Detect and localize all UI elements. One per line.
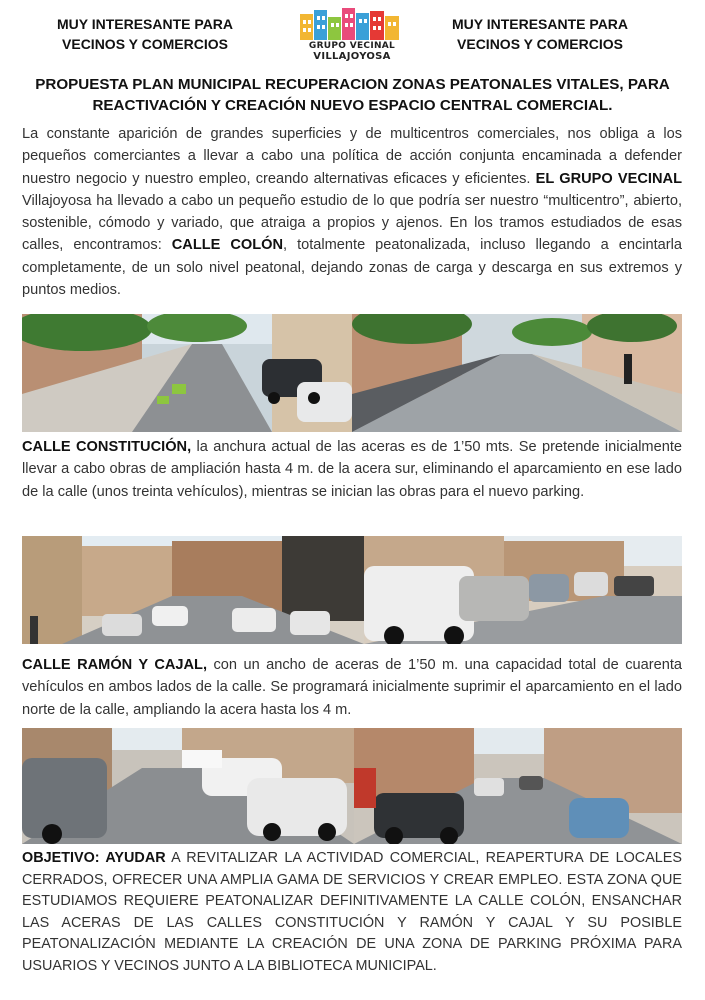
- header-tag-right-line2: VECINOS Y COMERCIOS: [457, 36, 623, 52]
- objetivo-text: A REVITALIZAR LA ACTIVIDAD COMERCIAL, REAPERTURA DE LOCALES CERRADOS, OFRECER UNA AMPLIA GAMA DE SERVICIOS Y CREAR EMPLEO. ESTA ZONA QUE ESTUDIAMOS REQUIERE PEATONALIZAR DEFINITIVAMENTE LA CALLE COLÓN, ENSANCHAR LAS ACERAS DE LAS CALLES CONSTITUCIÓN Y RAMÓN Y CAJAL Y SU POSIBLE PEATONALIZACIÓN MEDIANTE LA CREACIÓN DE UNA ZONA DE PARKING PRÓXIMA PARA USUARIOS Y VECINOS JUNTO A LA BIBLIOTECA MUNICIPAL.: [22, 850, 682, 974]
- header-tag-right-line1: MUY INTERESANTE PARA: [451, 16, 629, 32]
- intro-paragraph: [22, 123, 682, 301]
- title-line2: REACTIVACIÓN Y CREACIÓN NUEVO ESPACIO CENTRAL COMERCIAL.: [92, 97, 613, 114]
- title-line1: PROPUESTA PLAN MUNICIPAL RECUPERACION ZONAS PEATONALES VITALES, PARA: [35, 76, 670, 93]
- logo-buildings-icon: [298, 8, 406, 42]
- header-tag-left-line1: MUY INTERESANTE PARA: [56, 16, 234, 32]
- objetivo-paragraph: [22, 848, 682, 978]
- logo-line1: GRUPO VECINAL: [308, 41, 396, 51]
- constitucion-text: la anchura actual de las aceras es de 1’50 mts. Se pretende inicialmente llevar a cabo obras de ampliación hasta 4 m. de la acera sur, eliminando el aparcamiento en ese lado de la calle (unos treinta vehículos), mientras se inician las obras para el nuevo parking.: [22, 439, 682, 500]
- photo-constitucion-1: [22, 536, 364, 644]
- page-title: [20, 74, 685, 116]
- ramon-y-cajal-paragraph: [22, 654, 682, 721]
- header-tag-left-line2: VECINOS Y COMERCIOS: [62, 36, 228, 52]
- photo-colon-1: [22, 314, 352, 432]
- intro-text-c: , totalmente peatonalizada, incluso llegando a encintarla completamente, de un solo nivel peatonal, dejando zonas de carga y descarga en sus extremos y puntos medios.: [22, 237, 682, 299]
- intro-bold-colon: CALLE COLÓN: [171, 237, 284, 254]
- ramon-y-cajal-text: con un ancho de aceras de 1’50 m. una capacidad total de cuarenta vehículos en ambos lados de la calle. Se programará inicialmente suprimir el aparcamiento en el lado norte de la calle, ampliando la acera hasta los 4 m.: [22, 657, 682, 718]
- photo-row-colon: [22, 314, 682, 432]
- photo-constitucion-2: [364, 536, 682, 644]
- intro-text-a: La constante aparición de grandes superficies y de multicentros comerciales, nos obliga a los pequeños comerciantes a llevar a cabo una política de acción conjunta encaminada a defender nuestro negocio y nuestro empleo, creando alternativas eficaces y eficientes.: [22, 126, 682, 187]
- constitucion-paragraph: [22, 436, 682, 503]
- photo-ramon-y-cajal-1: [22, 728, 354, 844]
- photo-row-ramon-y-cajal: [22, 728, 682, 844]
- objetivo-bold: OBJETIVO: AYUDAR: [22, 850, 166, 866]
- header-tag-left: [40, 14, 250, 54]
- photo-ramon-y-cajal-2: [354, 728, 682, 844]
- intro-bold-grupo: EL GRUPO VECINAL: [535, 170, 682, 187]
- intro-text-b: Villajoyosa ha llevado a cabo un pequeño estudio de lo que podría ser nuestro “multicentro”, abierto, sostenible, cómodo y variado, que atraiga a propios y ajenos. En los tramos estudiados de esas calles, encontramos:: [22, 192, 682, 254]
- photo-row-constitucion: [22, 536, 682, 644]
- grupo-vecinal-logo: [298, 8, 406, 64]
- ramon-y-cajal-bold: CALLE RAMÓN Y CAJAL,: [22, 657, 208, 673]
- constitucion-bold: CALLE CONSTITUCIÓN,: [22, 439, 192, 455]
- photo-colon-2: [352, 314, 682, 432]
- logo-line2: VILLAJOYOSA: [313, 51, 391, 62]
- header-tag-right: [435, 14, 645, 54]
